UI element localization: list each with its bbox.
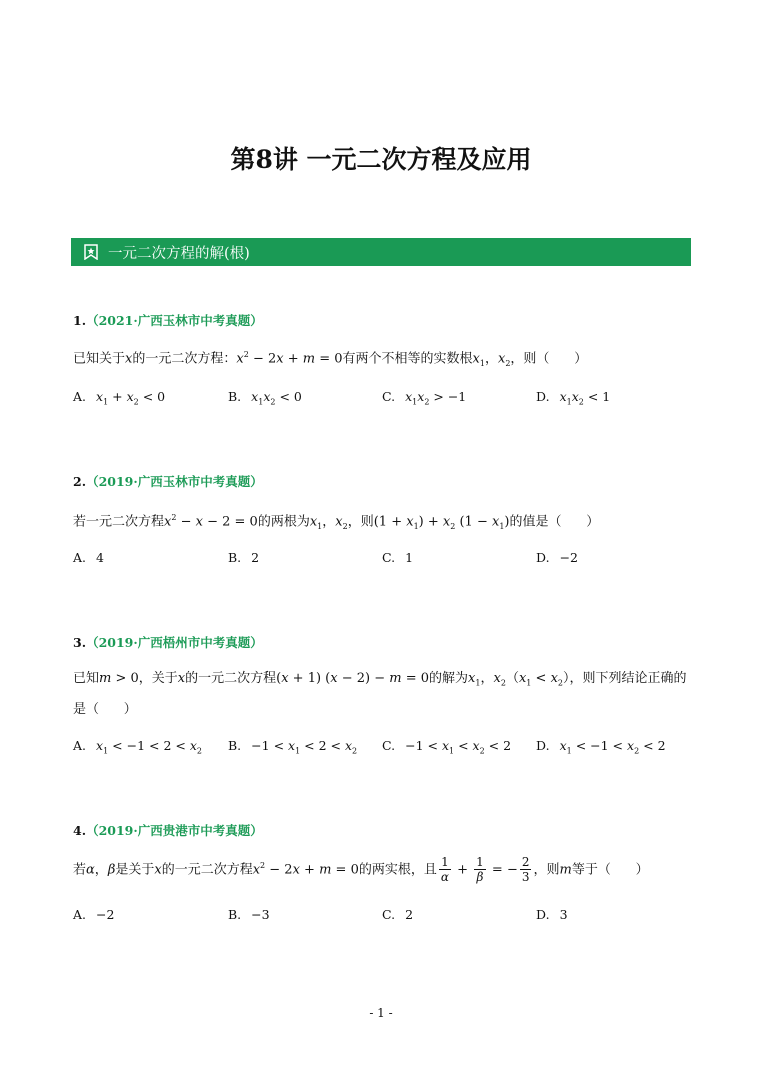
section-header <box>71 238 691 266</box>
option-b[interactable]: B. −3 <box>228 907 270 922</box>
option-d[interactable]: D. −2 <box>536 550 578 565</box>
question-source: （2019·广西梧州市中考真题） <box>86 635 263 650</box>
option-a[interactable]: A. $x_1 + x_2 < 0$ <box>73 389 166 407</box>
question-source: （2021·广西玉林市中考真题） <box>86 313 263 328</box>
question-source: （2019·广西贵港市中考真题） <box>86 823 263 838</box>
option-d[interactable]: D. 3 <box>536 907 568 922</box>
question-source: （2019·广西玉林市中考真题） <box>86 474 263 489</box>
question-2-header: 2.（2019·广西玉林市中考真题） <box>73 474 263 489</box>
question-1-options <box>73 389 693 409</box>
option-b[interactable]: B. 2 <box>228 550 260 565</box>
page-title: 第8讲 一元二次方程及应用 <box>230 145 532 174</box>
question-2-stem: 若一元二次方程$x^2 - x - 2 = 0$的两根为$x_1$，$x_2$，则$(1 + x_1) + x_2$ $(1 - x_1)$的值是（ ） <box>73 513 600 531</box>
question-4-options <box>73 907 693 927</box>
question-4-header: 4.（2019·广西贵港市中考真题） <box>73 823 263 838</box>
option-b[interactable]: B. $-1 < x_1 < 2 < x_2$ <box>228 738 358 756</box>
bookmark-star-icon <box>84 244 98 260</box>
question-1-stem: 已知关于x的一元二次方程：$x^2 - 2x + m = 0$有两个不相等的实数根$x_1$，$x_2$，则（ ） <box>73 350 588 368</box>
option-c[interactable]: C. $-1 < x_1 < x_2 < 2$ <box>382 738 512 756</box>
option-c[interactable]: C. 2 <box>382 907 414 922</box>
question-3-stem: 已知m > 0，关于x的一元二次方程(x + 1) (x − 2) − m = 0的解为$x_1$，$x_2(x_1 < x_2)$，则下列结论正确的是（ ） <box>73 671 687 717</box>
option-b[interactable]: B. $x_1x_2 < 0$ <box>228 389 302 407</box>
question-4-stem: 若α，β是关于x的一元二次方程$x^2 - 2x + m = 0$的两实根，且 $\frac{1}{\alpha}$ + $\frac{1}{\beta}$ = − $\frac{2}{3}$ ，则m等于（ ） <box>73 855 649 885</box>
question-3-header: 3.（2019·广西梧州市中考真题） <box>73 635 263 650</box>
option-c[interactable]: C. 1 <box>382 550 414 565</box>
page-number: - 1 - <box>369 1006 393 1020</box>
question-3-options <box>73 738 693 758</box>
option-d[interactable]: D. $x_1 < -1 < x_2 < 2$ <box>536 738 666 756</box>
question-1-header: 1.（2021·广西玉林市中考真题） <box>73 313 263 328</box>
question-2-options <box>73 550 693 570</box>
option-a[interactable]: A. $x_1 < -1 < 2 < x_2$ <box>73 738 202 756</box>
option-d[interactable]: D. $x_1x_2 < 1$ <box>536 389 611 407</box>
option-c[interactable]: C. $x_1x_2 > -1$ <box>382 389 467 407</box>
option-a[interactable]: A. 4 <box>73 550 104 565</box>
section-title: 一元二次方程的解(根) <box>108 245 250 262</box>
option-a[interactable]: A. −2 <box>73 907 115 922</box>
